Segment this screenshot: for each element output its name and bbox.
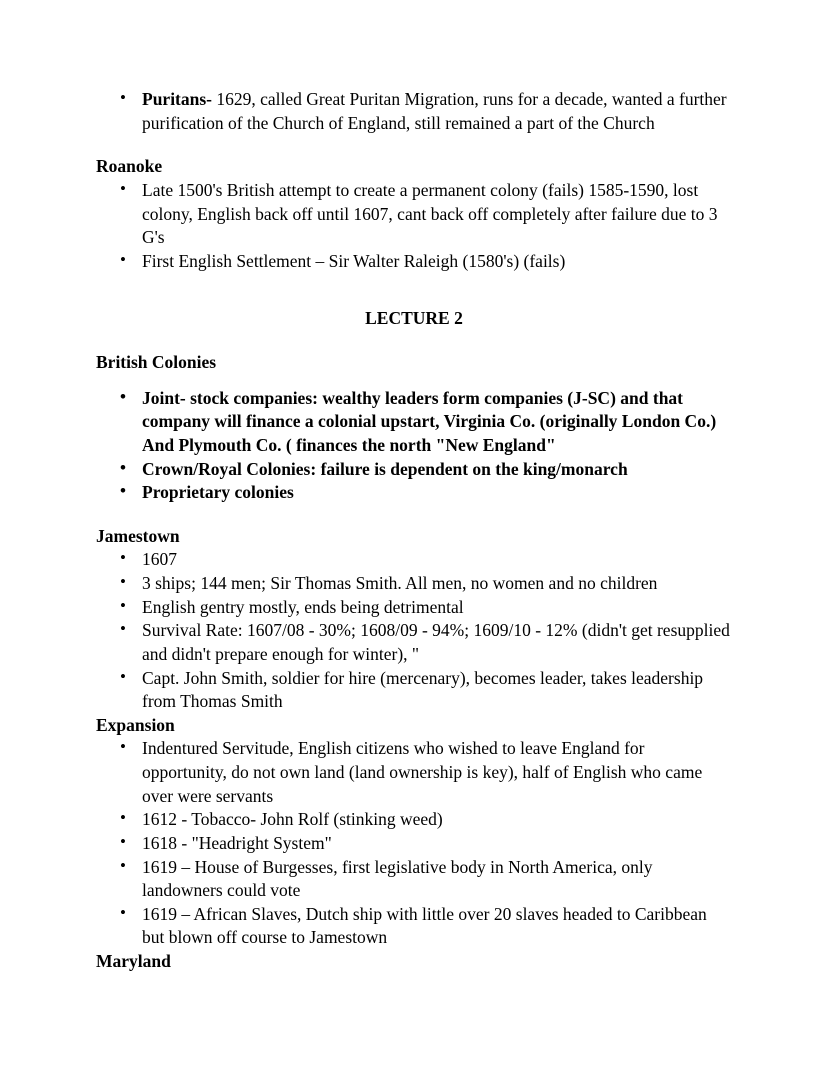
section-heading-maryland: Maryland xyxy=(96,951,171,971)
list-item: • Capt. John Smith, soldier for hire (mercenary), becomes leader, takes leadership from Thomas Smith xyxy=(142,667,732,714)
list-item: • 1619 – African Slaves, Dutch ship with little over 20 slaves headed to Caribbean but blown off course to Jamestown xyxy=(142,903,732,950)
section-heading-jamestown: Jamestown xyxy=(96,525,180,546)
document-body xyxy=(96,88,732,974)
section-heading-british-colonies: British Colonies xyxy=(96,352,217,372)
puritans-label: Puritans- xyxy=(142,89,212,109)
list-item: • 3 ships; 144 men; Sir Thomas Smith. All men, no women and no children xyxy=(142,572,732,596)
list-item: • Survival Rate: 1607/08 - 30%; 1608/09 - 94%; 1609/10 - 12% (didn't get resupplied and didn't prepare enough for winter), " xyxy=(142,619,732,666)
list-item: • First English Settlement – Sir Walter Raleigh (1580's) (fails) xyxy=(142,250,732,274)
roanoke-bullet-list xyxy=(96,179,732,274)
spacer xyxy=(96,375,732,387)
expansion-bullet-list xyxy=(96,737,732,950)
list-item: • 1619 – House of Burgesses, first legislative body in North America, only landowners could vote xyxy=(142,856,732,903)
list-item: • Proprietary colonies xyxy=(142,481,732,505)
list-item: • 1612 - Tobacco- John Rolf (stinking weed) xyxy=(142,808,732,832)
puritans-text: 1629, called Great Puritan Migration, runs for a decade, wanted a further purification of the Church of England, still remained a part of the Church xyxy=(142,89,727,133)
list-item xyxy=(142,88,732,135)
list-item: • Indentured Servitude, English citizens who wished to leave England for opportunity, do not own land (land ownership is key), half of English who came over were servants xyxy=(142,737,732,808)
list-item: • 1607 xyxy=(142,548,732,572)
jamestown-bullet-list xyxy=(96,548,732,713)
section-heading-roanoke: Roanoke xyxy=(96,156,163,177)
list-item: • 1618 - "Headright System" xyxy=(142,832,732,856)
spacer xyxy=(96,135,732,155)
list-item: • English gentry mostly, ends being detrimental xyxy=(142,596,732,620)
list-item: • Joint- stock companies: wealthy leaders form companies (J-SC) and that company will finance a colonial upstart, Virginia Co. (originally London Co.) And Plymouth Co. ( finances the north "New England" xyxy=(142,387,732,458)
puritans-bullet-list xyxy=(96,88,732,135)
british-colonies-bullet-list xyxy=(96,387,732,505)
list-item: • Late 1500's British attempt to create a permanent colony (fails) 1585-1590, lost colony, English back off until 1607, cant back off completely after failure due to 3 G's xyxy=(142,179,732,250)
lecture-title: LECTURE 2 xyxy=(365,308,463,329)
section-heading-expansion: Expansion xyxy=(96,714,175,735)
spacer xyxy=(96,505,732,525)
spacer xyxy=(96,331,732,351)
list-item: • Crown/Royal Colonies: failure is dependent on the king/monarch xyxy=(142,458,732,482)
spacer xyxy=(96,273,732,307)
